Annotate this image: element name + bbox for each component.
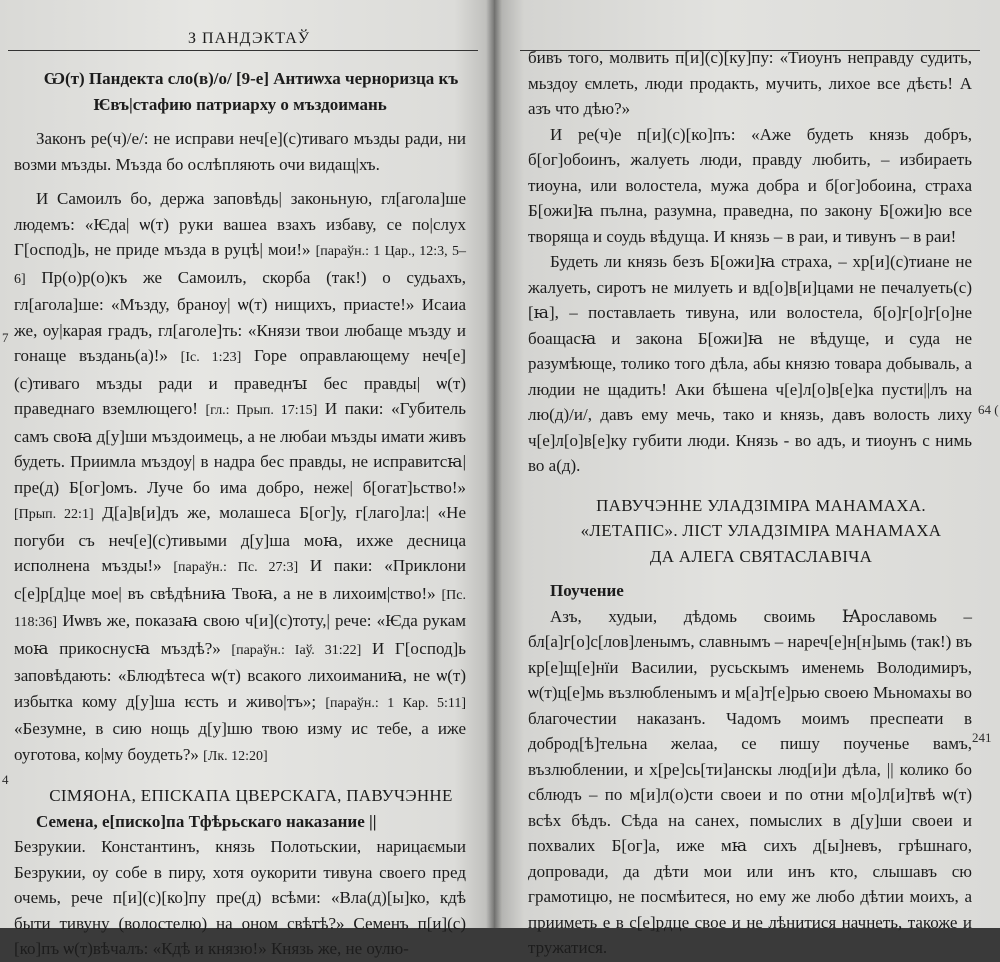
right-text-column [528, 45, 972, 961]
text-run: И паки: «Губитель самъ своꙗ д[у]ши мъздоимець, а не любаи мъзды имати живъ будеть. Приимла мъздоу| в надра бес правды, не исправитсꙗ| пре(д) Б[ог]омъ. Луче бо има добро, неже| б[огат]ьство!» [14, 399, 466, 497]
section-title: СІМЯОНА, ЕПІСКАПА ЦВЕРСКАГА, ПАВУЧЭННЕ [49, 786, 453, 805]
right-page [494, 0, 1000, 957]
reference: [параўн.: Іаў. 31:22] [231, 642, 362, 658]
text-run: Иѡвъ же, показаꙗ свою ч[и](с)тоту,| рече: «Ѥда рукам моꙗ прикоснусꙗ мъздѣ?» [14, 611, 466, 658]
margin-number: 4 [2, 772, 9, 787]
text-run: И Самоилъ бо, держа заповѣдь| законьную, гл[агола]ше людемъ: «Ѥда| ѡ(т) руки вашеа взахъ избаву, се по|слух Г[оспод]ь, не приде мъзда в руцѣ| мои!» [14, 189, 466, 259]
reference: [гл.: Прып. 17:15] [205, 403, 318, 418]
section-subtitle: Семена, е[писко]па Тфѣрьскаго наказание || [36, 811, 377, 831]
running-head: З ПАНДЭКТАЎ [188, 30, 311, 47]
left-text-column [14, 66, 466, 962]
text-run: И паки: «Приклони с[е]р[д]це мое| въ свѣдѣниꙗ Твоꙗ, а не в лихоим|ство!» [14, 556, 467, 603]
text-run: Д[а]в[и]дъ же, молашеса Б[ог]у, г[лаго]ла:| «Не погуби съ неч[е](с)тивыми д[у]ша моꙗ, ихже десница исполнена мъзды!» [14, 503, 467, 575]
paragraph: Законъ ре(ч)/е/: не исправи неч[е](с)тиваго мъзды ради, ни возми мъзды. Мъзда бо ослѣпляють очи видащ|хъ. [14, 129, 466, 174]
section-title: «ЛЕТАПІС». ЛІСТ УЛАДЗІМІРА МАНАМАХА [580, 521, 942, 540]
paragraph: Азъ, худыи, дѣдомь своимь Ꙗрославомь – бл[а]г[о]с[лов]ленымъ, славнымъ – нареч[е]н[н]ымь (так!) въ кр[е]щ[е]нїи Василии, русьскымъ именемь Володимиръ, ѡ(т)ц[е]мь възлюбленымъ и м[а]т[е]рью своею Мьномахы во благочестии наказанъ. Чадомъ моимъ преспеати в доброд[ѣ]тельна желаа, се пишу поученье вамъ, възлюблении, и х[ре]сь[ти]анскы люд[и]и дѣла, || колико бо сблюдъ – по м[и]л(о)сти своеи и по отни м[о]л[и]твѣ ѡ(т) всѣх бѣдъ. Сѣда на санех, помыслих в д[у]ши своеи и похвалих Б[ог]а, иже мꙗ сихъ д[ы]невъ, грѣшнаго, допровади, да дѣти мои или инъ кто, слышавъ сю грамотицю, не посмѣитеся, но ему же любо дѣтии моихъ, а прииметь е в с[е]рдце свое и не лѣнитися начнеть, такоже и тружатися. [528, 606, 972, 957]
reference: [параўн.: Пс. 27:3] [173, 560, 299, 575]
paragraph [14, 186, 466, 769]
margin-number: 64 ( [978, 402, 999, 417]
section-title: ПАВУЧЭННЕ УЛАДЗІМІРА МАНАМАХА. [596, 495, 926, 515]
reference: [Лк. 12:20] [203, 748, 268, 764]
paragraph: бивъ того, молвить п[и](с)[ку]пу: «Тиоунъ неправду судить, мьздоу ємлеть, люди продакть, мучить, лихое все дѣєть! А азъ что дѣю?» [528, 48, 972, 118]
header-rule [8, 50, 478, 51]
section-subtitle: Поучение [550, 581, 624, 600]
paragraph: Будеть ли князь безъ Б[ожи]ꙗ страха, – хр[и](с)тиане не жалуеть, сиротъ не милуеть и вд[о]в[и]цами не печалуеть(с)[ꙗ], – поставлаеть тивуна, или волостела, б[о]г[о]г[о]не боащасꙗ и закона Б[ожи]ꙗ не вѣдуще, и суда не разумѣюще, толико того дѣла, абы князю товара добываль, а людии не щадить! Аки бѣшена ч[е]л[о]в[е]ка пусти||лъ на лю(д)/и/, давъ ему мечь, тако и князь, давъ волость лиху ч[е]л[о]в[е]ку губити люди. Князь - во адъ, и тиоунъ с нимь во а(д). [528, 252, 972, 475]
reference: [параўн.: 1 Кар. 5:11] [325, 695, 466, 711]
margin-number: 241 [972, 730, 992, 745]
text-run: «Безумне, в сию нощь д[у]шю твою изму ис тебе, а иже оуготова, ко|му боудеть?» [14, 719, 466, 764]
book-gutter [486, 0, 502, 928]
reference: [параўн.: 1 Цар., 12:3, 5–6] [14, 244, 466, 287]
left-page [0, 0, 494, 958]
margin-number: 7 [2, 330, 9, 345]
text-run: И Г[оспод]ь заповѣдають: «Блюдѣтеса ѡ(т) всакого лихоиманиꙗ, не ѡ(т) избытка кому д[у]ша ѥсть и живо|тъ»; [14, 638, 467, 711]
section-title: ДА АЛЕГА СВЯТАСЛАВІЧА [649, 546, 873, 566]
text-run: Пр(о)р(о)къ же Самоилъ, скорба (так!) о судьахъ, гл[агола]ше: «Мъзду, браноу| ѡ(т) нищихъ, приасте!» Исаиа же, оу|карая градъ, гл[аголе]ть: «Князи твои любаще мъзду и гонаще въздань(а)!» [14, 267, 466, 365]
reference: [Іс. 1:23] [180, 350, 242, 365]
paragraph: И ре(ч)е п[и](с)[ко]пъ: «Аже будеть князь добръ, б[ог]обоинъ, жалуеть люди, правду любить, – избираеть тиоуна, или волостела, мужа добра и б[ог]обоина, страха Б[ожи]ꙗ пълна, разумна, праведна, по закону Б[ожи]ю все творяща и соудь вѣдуща. И князь – в раи, и тивунъ – в раи! [528, 124, 972, 246]
reference: [Прып. 22:1] [14, 507, 94, 522]
section-title: Ѡ(т) Пандекта сло(в)/о/ [9-е] Антиѡха черноризца къ Ѥвъ|стафию патриарху о мъздоимань [43, 69, 459, 114]
text-run: Горе оправлающему неч[е](с)тиваго мъзды ради и праведнꙑ бес правды| ѡ(т) праведнаго вземлющего! [14, 346, 467, 418]
reference: [Пс. 118:36] [14, 587, 466, 630]
paragraph: Безрукии. Константинъ, князь Полотьскии, нарицаємыи Безрукии, оу собе в пиру, хотя оукорити тивуна своего пред очемь, рече п[и](с)[ко]пу пре(д) всѣми: «Вла(д)[ы]ко, кдѣ быти тивуну (волостелю) на оном свѣтѣ?» Семенъ п[и](с)[ко]пъ ѡ(т)вѣчалъ: «Кдѣ и князю!» Князь же, не оулю- [14, 837, 466, 958]
